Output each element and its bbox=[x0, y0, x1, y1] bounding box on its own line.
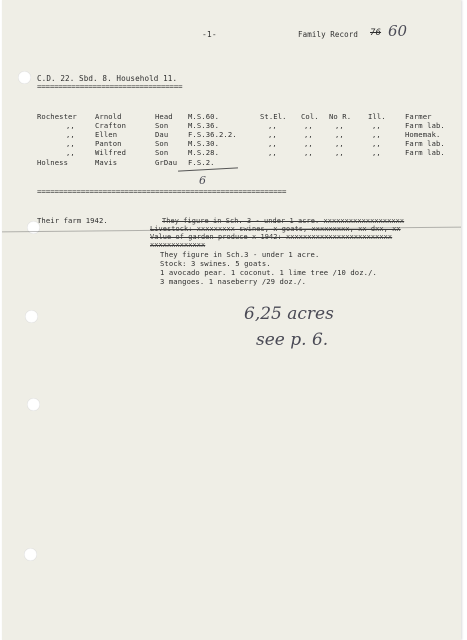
col: ,, bbox=[304, 148, 313, 157]
struck-line: xxxxxxxxxxxxx bbox=[150, 241, 206, 249]
surname: ,, bbox=[66, 148, 75, 157]
handwritten-page-ref: see p. 6. bbox=[256, 330, 329, 350]
surname: ,, bbox=[66, 121, 75, 130]
relation: Son bbox=[155, 139, 169, 148]
occupation: Farm lab. bbox=[405, 148, 445, 157]
struck-line: Value of garden produce x 1942: xxxxxxxxxxxxxxxxxxxxxxxxx bbox=[150, 233, 393, 241]
status: M.S.30. bbox=[188, 139, 219, 148]
total-underline bbox=[178, 167, 238, 171]
stel: ,, bbox=[268, 130, 277, 139]
surname: ,, bbox=[66, 139, 75, 148]
total-count-handwritten: 6 bbox=[199, 174, 206, 187]
nor: ,, bbox=[335, 121, 344, 130]
nor: ,, bbox=[335, 130, 344, 139]
nor: ,, bbox=[335, 148, 344, 157]
ill: ,, bbox=[372, 121, 381, 130]
struck-line: They figure in Sch. 3 - under 1 acre. xxxxxxxxxxxxxxxxxxx bbox=[162, 217, 405, 225]
status: M.S.60. bbox=[188, 112, 219, 121]
record-sheet bbox=[2, 0, 461, 640]
col: ,, bbox=[304, 121, 313, 130]
farm-line: They figure in Sch.3 - under 1 acre. bbox=[160, 250, 320, 259]
given-name: Mavis bbox=[95, 158, 118, 167]
relation: Head bbox=[155, 112, 173, 121]
status: F.S.2. bbox=[188, 158, 215, 167]
household-underline: ================================== bbox=[37, 82, 183, 91]
farm-line: Stock: 3 swines. 5 goats. bbox=[160, 259, 271, 268]
record-number-crossed: 76 bbox=[370, 28, 382, 38]
ill: Ill. bbox=[368, 112, 386, 121]
section-separator: ========================================================= bbox=[37, 187, 287, 196]
punch-hole bbox=[24, 548, 37, 561]
relation: GrDau bbox=[155, 158, 178, 167]
given-name: Arnold bbox=[95, 112, 122, 121]
handwritten-acreage: 6,25 acres bbox=[244, 304, 334, 324]
punch-hole bbox=[18, 71, 31, 84]
given-name: Ellen bbox=[95, 130, 118, 139]
stel: St.El. bbox=[260, 112, 287, 121]
occupation: Farm lab. bbox=[405, 139, 445, 148]
farm-label: Their farm 1942. bbox=[37, 216, 108, 225]
status: F.S.36.2.2. bbox=[188, 130, 237, 139]
record-number-handwritten: 60 bbox=[388, 22, 408, 40]
household-heading: C.D. 22. Sbd. 8. Household 11. bbox=[37, 74, 178, 83]
occupation: Homemak. bbox=[405, 130, 441, 139]
surname: ,, bbox=[66, 130, 75, 139]
relation: Son bbox=[155, 121, 169, 130]
col: ,, bbox=[304, 139, 313, 148]
surname: Holness bbox=[37, 158, 68, 167]
occupation: Farmer bbox=[405, 112, 432, 121]
nor: ,, bbox=[335, 139, 344, 148]
occupation: Farm lab. bbox=[405, 121, 445, 130]
surname: Rochester bbox=[37, 112, 77, 121]
ill: ,, bbox=[372, 148, 381, 157]
relation: Dau bbox=[155, 130, 169, 139]
stel: ,, bbox=[268, 148, 277, 157]
record-label: Family Record bbox=[298, 30, 358, 39]
col: Col. bbox=[301, 112, 319, 121]
punch-hole bbox=[27, 398, 40, 411]
farm-line: 1 avocado pear. 1 coconut. 1 lime tree /10 doz./. bbox=[160, 268, 377, 277]
ill: ,, bbox=[372, 139, 381, 148]
status: M.S.36. bbox=[188, 121, 219, 130]
given-name: Crafton bbox=[95, 121, 126, 130]
ill: ,, bbox=[372, 130, 381, 139]
punch-hole bbox=[25, 310, 38, 323]
page-number: -1- bbox=[202, 30, 217, 39]
given-name: Wilfred bbox=[95, 148, 126, 157]
farm-line: 3 mangoes. 1 naseberry /29 doz./. bbox=[160, 277, 307, 286]
relation: Son bbox=[155, 148, 169, 157]
status: M.S.28. bbox=[188, 148, 219, 157]
given-name: Panton bbox=[95, 139, 122, 148]
stel: ,, bbox=[268, 139, 277, 148]
nor: No R. bbox=[329, 112, 352, 121]
col: ,, bbox=[304, 130, 313, 139]
struck-line: Livestock: xxxxxxxxx swines, x goats, xxxxxxxxx, xx dxx, xx bbox=[150, 225, 401, 233]
stel: ,, bbox=[268, 121, 277, 130]
